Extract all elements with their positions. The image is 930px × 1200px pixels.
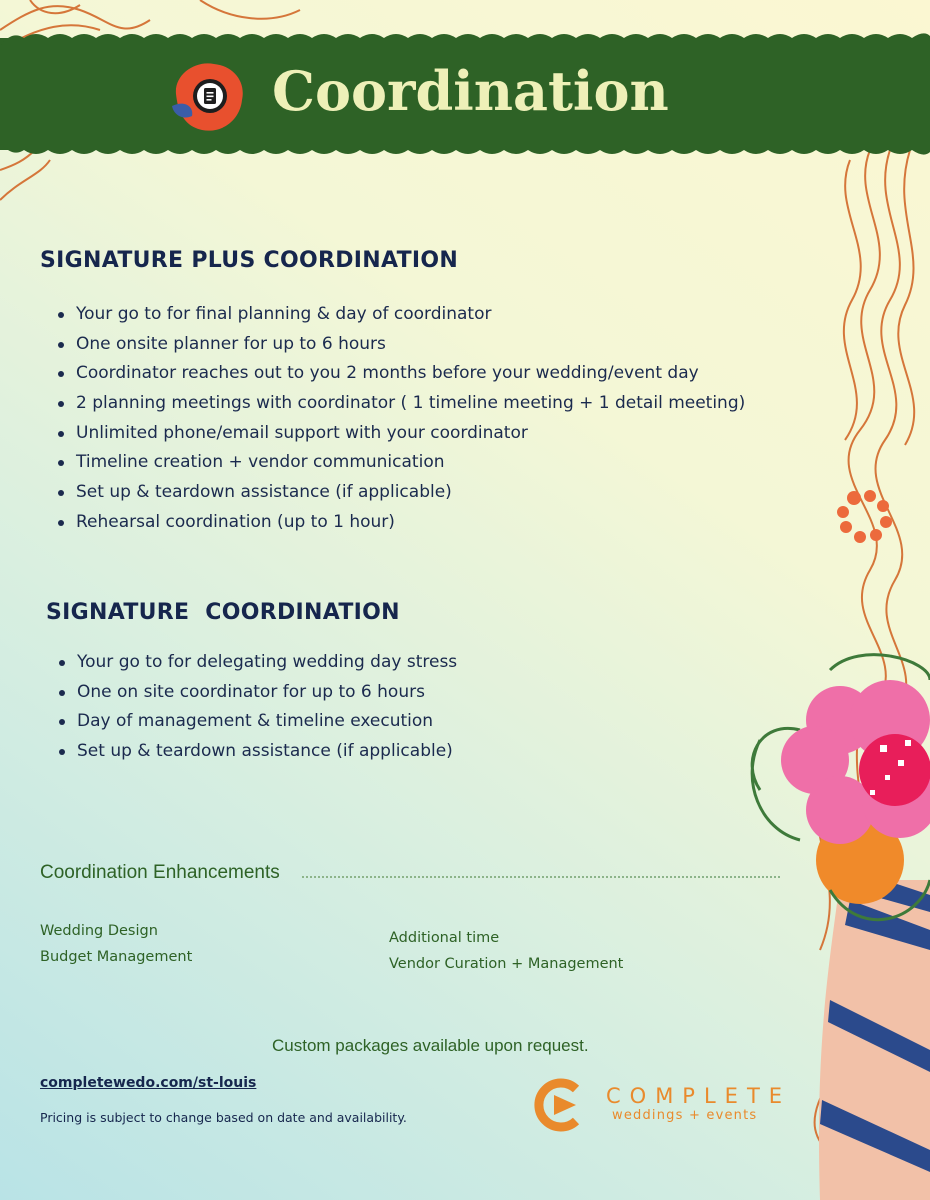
custom-packages-note: Custom packages available upon request.: [272, 1036, 589, 1055]
list-item: Timeline creation + vendor communication: [56, 448, 745, 478]
enhancement-item: Additional time: [389, 930, 500, 946]
list-item: Unlimited phone/email support with your coordinator: [56, 419, 745, 449]
pink-flower-art: [752, 655, 930, 920]
dotted-leader: [302, 876, 780, 878]
banner-scallop-top: [0, 30, 930, 46]
list-item: Set up & teardown assistance (if applicable): [57, 737, 457, 767]
list-item: One on site coordinator for up to 6 hours: [57, 678, 457, 708]
website-link[interactable]: completewedo.com/st-louis: [40, 1075, 257, 1091]
section-title-signature-plus: SIGNATURE PLUS COORDINATION: [40, 248, 459, 273]
signature-feature-list: [57, 648, 457, 767]
enhancement-item: Budget Management: [40, 949, 193, 965]
enhancements-left-column: [40, 918, 192, 970]
list-item: Your go to for final planning & day of coordinator: [56, 300, 745, 330]
list-item: 2 planning meetings with coordinator ( 1 timeline meeting + 1 detail meeting): [56, 389, 745, 419]
signature-plus-feature-list: [56, 300, 745, 538]
list-item: Coordinator reaches out to you 2 months before your wedding/event day: [56, 359, 745, 389]
list-item: One onsite planner for up to 6 hours: [56, 330, 745, 360]
enhancements-right-column: [389, 925, 623, 977]
banner-scallop-bottom: [0, 142, 930, 158]
list-item: Rehearsal coordination (up to 1 hour): [56, 508, 745, 538]
complete-logo-icon: [532, 1075, 592, 1135]
logo-wordmark: COMPLETE: [606, 1084, 792, 1108]
page-title: Coordination: [272, 59, 669, 123]
section-title-signature: SIGNATURE COORDINATION: [46, 600, 400, 625]
list-item: Set up & teardown assistance (if applicable): [56, 478, 745, 508]
logo-tagline: weddings + events: [612, 1108, 758, 1123]
list-item: Your go to for delegating wedding day stress: [57, 648, 457, 678]
list-item: Day of management & timeline execution: [57, 707, 457, 737]
enhancement-item: Wedding Design: [40, 923, 158, 939]
clipboard-icon: [166, 54, 250, 138]
vase-art: [819, 880, 930, 1200]
enhancement-item: Vendor Curation + Management: [389, 956, 624, 972]
enhancements-title: Coordination Enhancements: [40, 862, 280, 883]
pricing-disclaimer: Pricing is subject to change based on date and availability.: [40, 1110, 407, 1125]
